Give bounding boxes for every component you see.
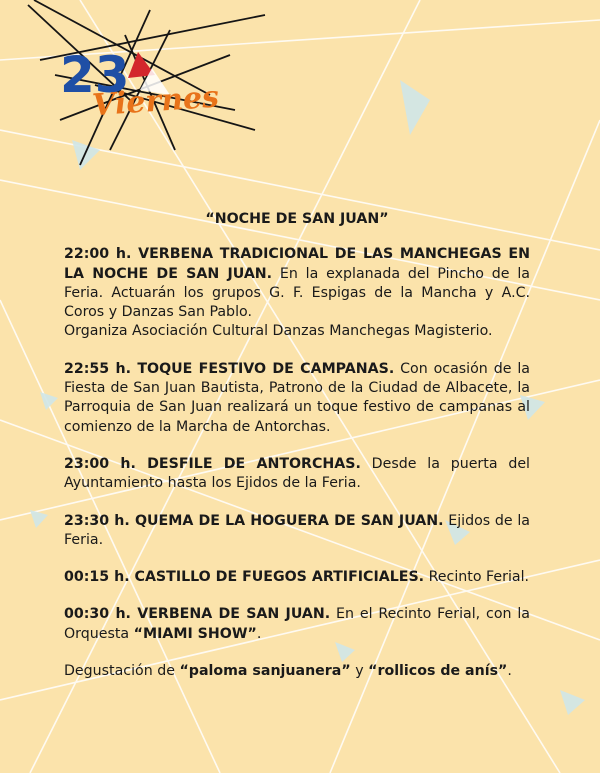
event-organizer: Organiza Asociación Cultural Danzas Manchegas Magisterio. [64,323,493,340]
event-time-title: 00:30 h. VERBENA DE SAN JUAN. [64,606,331,623]
event-time-title: 00:15 h. CASTILLO DE FUEGOS ARTIFICIALES. [64,569,425,586]
event-time-title: 22:55 h. TOQUE FESTIVO DE CAMPANAS. [64,360,395,377]
event-item [64,360,530,437]
event-description: En el Recinto Ferial, con la Orquesta [64,606,530,642]
event-description-tail: . [256,625,262,642]
page-title: “NOCHE DE SAN JUAN” [205,211,389,227]
orchestra-name: “MIAMI SHOW” [133,625,257,642]
day-logo [20,0,280,175]
tasting-item-rollicos: “rollicos de anís” [368,663,508,680]
event-description: Ejidos de la Feria. [64,512,530,548]
event-time-title: 23:30 h. QUEMA DE LA HOGUERA DE SAN JUAN. [64,512,444,529]
event-item [64,455,530,494]
tasting-item-paloma: “paloma sanjuanera” [179,663,351,680]
event-description: Con ocasión de la Fiesta de San Juan Bautista, Patrono de la Ciudad de Albacete, la Parroquia de San Juan realizará un toque festivo de campanas al comienzo de la Marcha de Antorchas. [64,360,530,435]
event-description: En la explanada del Pincho de la Feria. Actuarán los grupos G. F. Espigas de la Mancha y A.C. Coros y Danzas San Pablo. [64,265,530,321]
event-item [64,245,530,341]
day-number: 23 [60,46,130,104]
day-name: Viernes [91,79,221,124]
tasting-note [64,662,530,681]
event-description: Desde la puerta del Ayuntamiento hasta los Ejidos de la Feria. [64,455,531,492]
event-time-title: 22:00 h. VERBENA TRADICIONAL DE LAS MANCHEGAS EN LA NOCHE DE SAN JUAN. [64,246,530,282]
tasting-prefix: Degustación de [64,663,180,680]
event-item [64,605,530,644]
event-time-title: 23:00 h. DESFILE DE ANTORCHAS. [64,455,361,472]
tasting-suffix: . [507,663,512,680]
event-description: Recinto Ferial. [424,569,530,586]
program-content [64,200,530,699]
tasting-mid: y [350,663,369,680]
event-item [64,568,530,587]
event-item [64,512,530,551]
